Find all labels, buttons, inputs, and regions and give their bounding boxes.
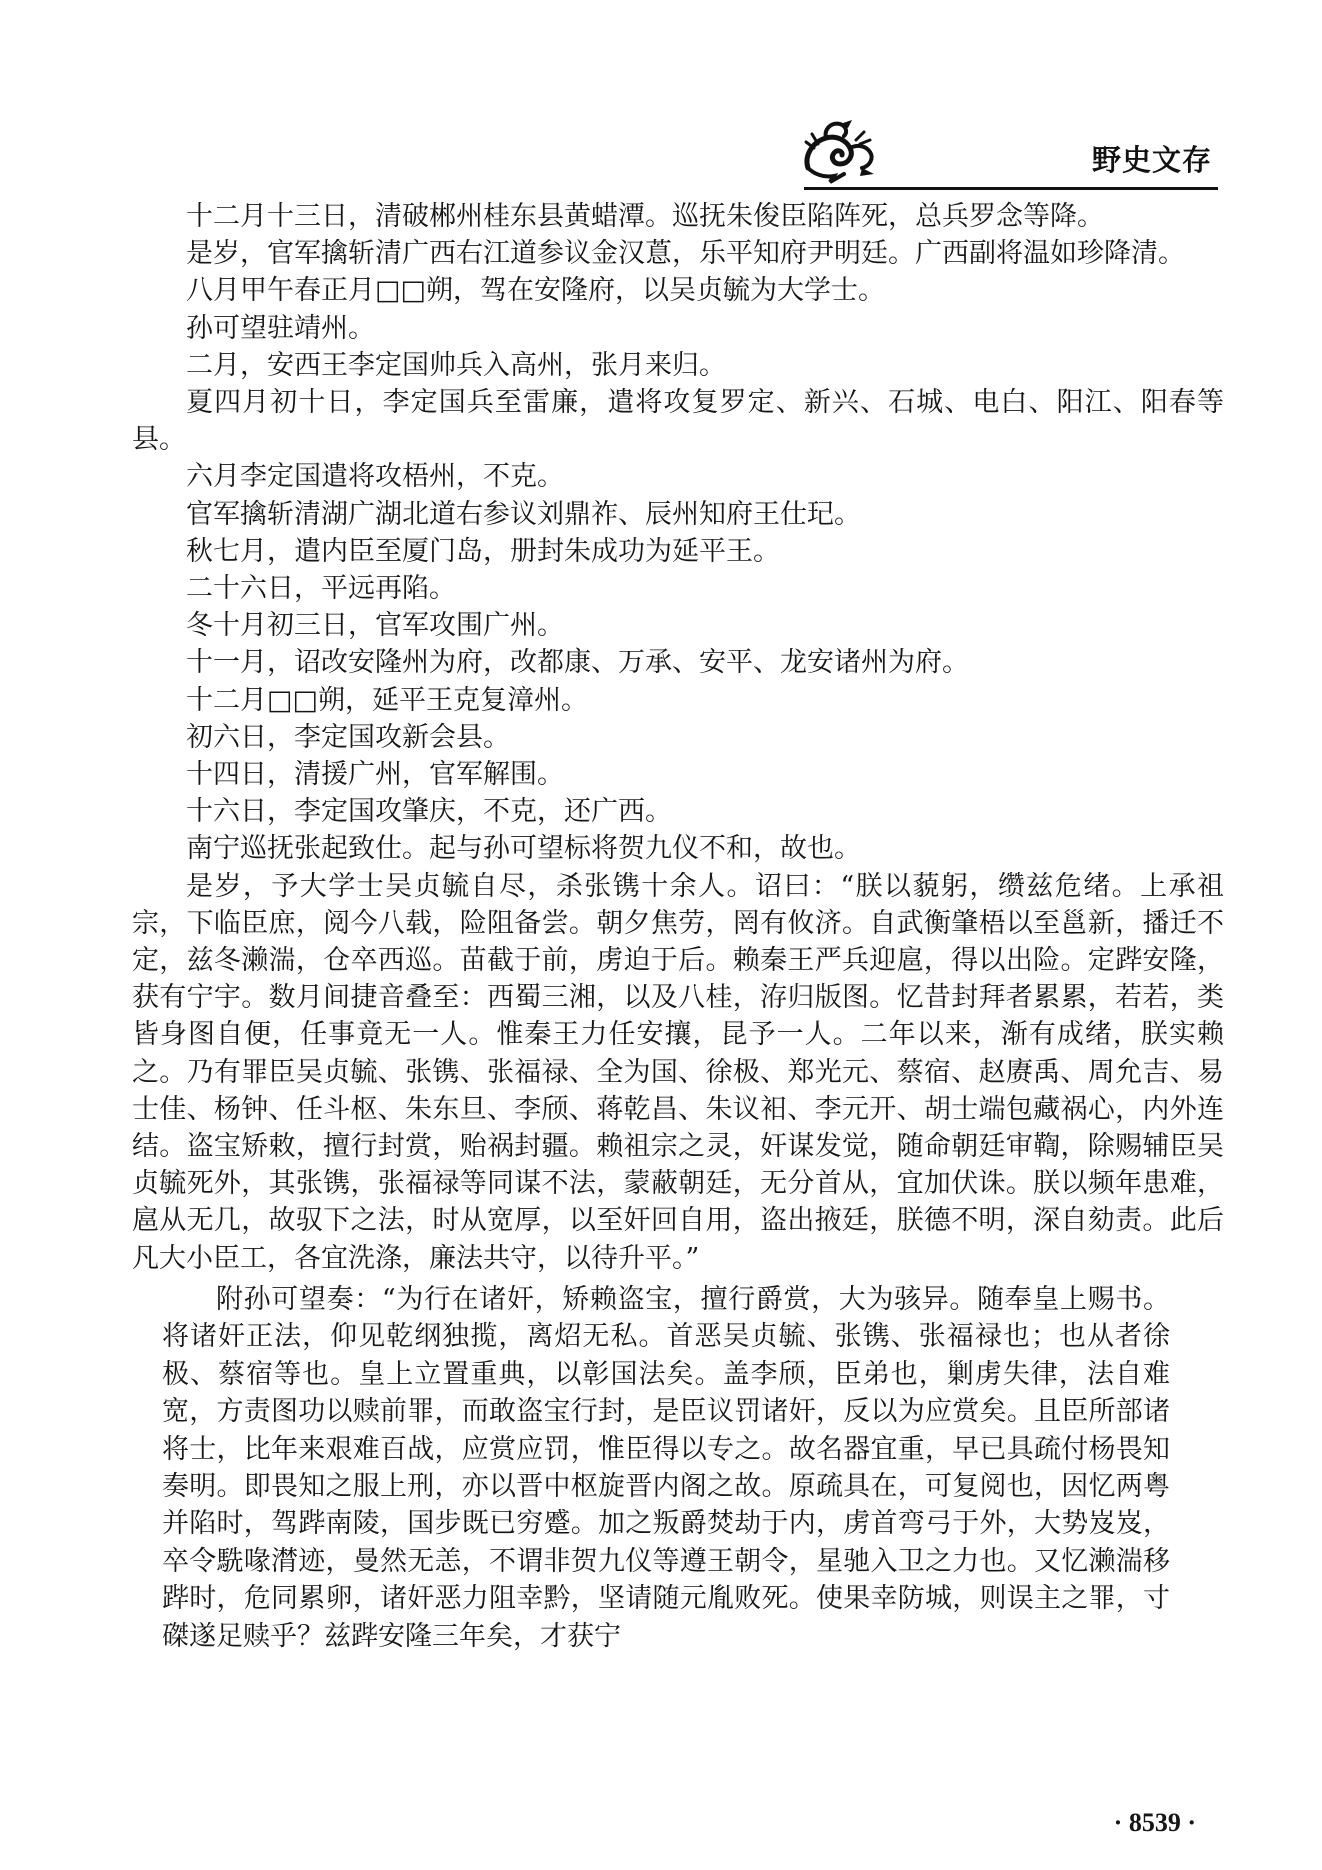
paragraph: 六月李定国遣将攻梧州，不克。 bbox=[186, 461, 564, 493]
paragraph: 初六日，李定国攻新会县。 bbox=[186, 721, 510, 753]
paragraph: 十二月十三日，清破郴州桂东县黄蜡潭。巡抚朱俊臣陷阵死，总兵罗念等降。 bbox=[186, 201, 1104, 232]
paragraph: 官军擒斩清湖广湖北道右参议刘鼎祚、辰州知府王仕玘。 bbox=[186, 498, 861, 530]
page-number: · 8539 · bbox=[1113, 1808, 1196, 1837]
paragraph: 南宁巡抚张起致仕。起与孙可望标将贺九仪不和，故也。 bbox=[186, 833, 861, 865]
paragraph: 冬十月初三日，官军攻围广州。 bbox=[186, 610, 564, 642]
paragraph: 是岁，官军擒斩清广西右江道参议金汉蒠，乐平知府尹明廷。广西副将温如珍降清。 bbox=[186, 238, 1185, 270]
dragon-emblem-icon bbox=[800, 118, 878, 184]
paragraph: 八月甲午春正月□□朔，驾在安隆府，以吴贞毓为大学士。 bbox=[186, 275, 886, 307]
main-text bbox=[132, 198, 1224, 1655]
paragraph: 孙可望驻靖州。 bbox=[186, 312, 375, 344]
paragraph: 十一月，诏改安隆州为府，改都康、万承、安平、龙安诸州为府。 bbox=[186, 647, 969, 679]
paragraph: 秋七月，遣内臣至厦门岛，册封朱成功为延平王。 bbox=[186, 535, 780, 567]
book-title: 野史文存 bbox=[1091, 143, 1212, 177]
header-rule bbox=[804, 187, 1218, 190]
paragraph: 十二月□□朔，延平王克复漳州。 bbox=[186, 684, 589, 716]
paragraph: 夏四月初十日，李定国兵至雷廉，遣将攻复罗定、新兴、石城、电白、阳江、阳春等县。 bbox=[132, 387, 1224, 456]
paragraph: 是岁，予大学士吴贞毓自尽，杀张镌十余人。诏曰：“朕以藐躬，缵兹危绪。上承祖宗，下临臣庶，阅今八载，险阻备尝。朝夕焦劳，罔有攸济。自武衡肇梧以至邕新，播迁不定，兹冬濑湍，仓卒西巡。苗截于前，虏迫于后。赖秦王严兵迎扈，得以出险。定跸安隆，获有宁宇。数月间捷音叠至：西蜀三湘，以及八桂，洊归版图。忆昔封拜者累累，若若，类皆身图自便，任事竟无一人。惟秦王力任安攘，昆予一人。二年以来，渐有成绪，朕实赖之。乃有罪臣吴贞毓、张镌、张福禄、全为国、徐极、郑光元、蔡宿、赵赓禹、周允吉、易士佳、杨钟、任斗枢、朱东旦、李颀、蒋乾昌、朱议衵、李元开、胡士端包藏祸心，内外连结。盗宝矫敕，擅行封赏，贻祸封疆。赖祖宗之灵，奸谋发觉，随命朝廷审鞫，除赐辅臣吴贞毓死外，其张镌，张福禄等同谋不法，蒙蔽朝廷，无分首从，宜加伏诛。朕以频年患难，扈从无几，故驭下之法，时从宽厚，以至奸回自用，盗出掖廷，朕德不明，深自劾责。此后凡大小臣工，各宜洗涤，廉法共守，以待升平。” bbox=[132, 870, 1224, 1274]
memorial-quote: 附孙可望奏：“为行在诸奸，矫赖盗宝，擅行爵赏，大为骇异。随奉皇上赐书。将诸奸正法，仰见乾纲独揽，离炤无私。首恶吴贞毓、张镌、张福禄也；也从者徐极、蔡宿等也。皇上立置重典，以彰国法矣。盖李颀，臣弟也，剿虏失律，法自难宽，方责图功以赎前罪，而敢盗宝行封，是臣议罚诸奸，反以为应赏矣。且臣所部诸将士，比年来艰难百战，应赏应罚，惟臣得以专之。故名器宜重，早已具疏付杨畏知奏明。即畏知之服上刑，亦以晋中枢旋晋内阁之故。原疏具在，可复阅也，因忆两粤并陷时，驾跸南陵，国步既已穷蹙。加之叛爵焚劫于内，虏首弯弓于外，大势岌岌，卒令駪喙潸迹，曼然无恙，不谓非贺九仪等遵王朝令，星驰入卫之力也。又忆濑湍移跸时，危同累卵，诸奸恶力阻幸黔，坚请随元胤败死。使果幸防城，则误主之罪，寸磔遂足赎乎？兹跸安隆三年矣，才获宁 bbox=[162, 1283, 1170, 1652]
paragraph: 二十六日，平远再陷。 bbox=[186, 573, 456, 605]
paragraph: 二月，安西王李定国帅兵入高州，张月来归。 bbox=[186, 349, 726, 381]
running-header bbox=[800, 112, 1218, 190]
paragraph: 十四日，清援广州，官军解围。 bbox=[186, 759, 564, 791]
paragraph: 十六日，李定国攻肇庆，不克，还广西。 bbox=[186, 796, 672, 828]
